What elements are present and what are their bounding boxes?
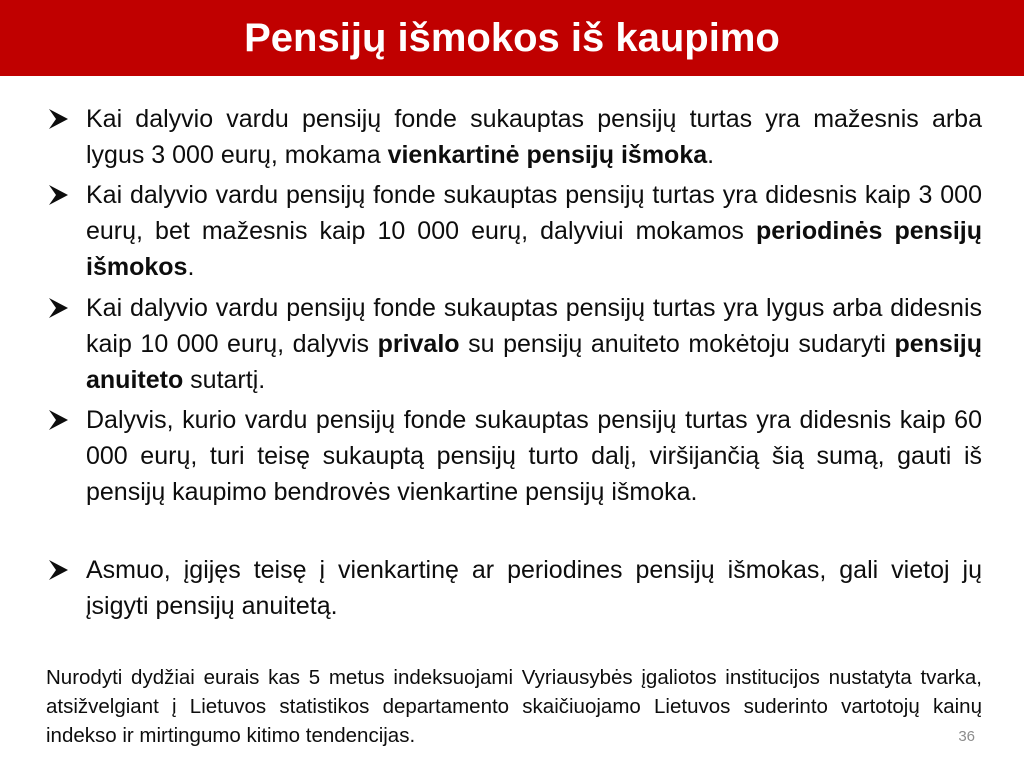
footnote: Nurodyti dydžiai eurais kas 5 metus indeksuojami Vyriausybės įgaliotos institucijos nustatyta tvarka, atsižvelgiant į Lietuvos statistikos departamento skaičiuojamo Lietuvos suderinto vartotojų kainų indekso ir mirtingumo kitimo tendencijas. bbox=[46, 666, 982, 747]
arrowhead-bullet-icon bbox=[46, 107, 70, 131]
page-number: 36 bbox=[958, 728, 975, 745]
arrowhead-bullet-icon bbox=[46, 183, 70, 207]
bullet-item bbox=[46, 552, 982, 624]
bullet-item bbox=[46, 402, 982, 510]
bullet-text: Kai dalyvio vardu pensijų fonde sukauptas pensijų turtas yra mažesnis arba lygus 3 000 eurų, mokama vienkartinė pensijų išmoka. bbox=[86, 105, 982, 169]
arrowhead-bullet-icon bbox=[46, 558, 70, 582]
arrowhead-bullet-icon bbox=[46, 296, 70, 320]
bullet-text: Kai dalyvio vardu pensijų fonde sukauptas pensijų turtas yra lygus arba didesnis kaip 10 000 eurų, dalyvis privalo su pensijų anuiteto mokėtoju sudaryti pensijų anuiteto sutartį. bbox=[86, 294, 982, 394]
bullet-text: Dalyvis, kurio vardu pensijų fonde sukauptas pensijų turtas yra didesnis kaip 60 000 eurų, turi teisę sukauptą pensijų turto dalį, viršijančią šią sumą, gauti iš pensijų kaupimo bendrovės vienkartine pensijų išmoka. bbox=[86, 406, 982, 506]
bullet-item bbox=[46, 177, 982, 285]
arrowhead-bullet-icon bbox=[46, 408, 70, 432]
bullet-item bbox=[46, 290, 982, 398]
bullet-item bbox=[46, 101, 982, 173]
bullet-text: Kai dalyvio vardu pensijų fonde sukauptas pensijų turtas yra didesnis kaip 3 000 eurų, bet mažesnis kaip 10 000 eurų, dalyviui mokamos periodinės pensijų išmokos. bbox=[86, 181, 982, 281]
slide-title: Pensijų išmokos iš kaupimo bbox=[244, 15, 780, 60]
title-bar bbox=[0, 0, 1024, 76]
bullet-text: Asmuo, įgijęs teisę į vienkartinę ar periodines pensijų išmokas, gali vietoj jų įsigyti pensijų anuitetą. bbox=[86, 556, 982, 620]
